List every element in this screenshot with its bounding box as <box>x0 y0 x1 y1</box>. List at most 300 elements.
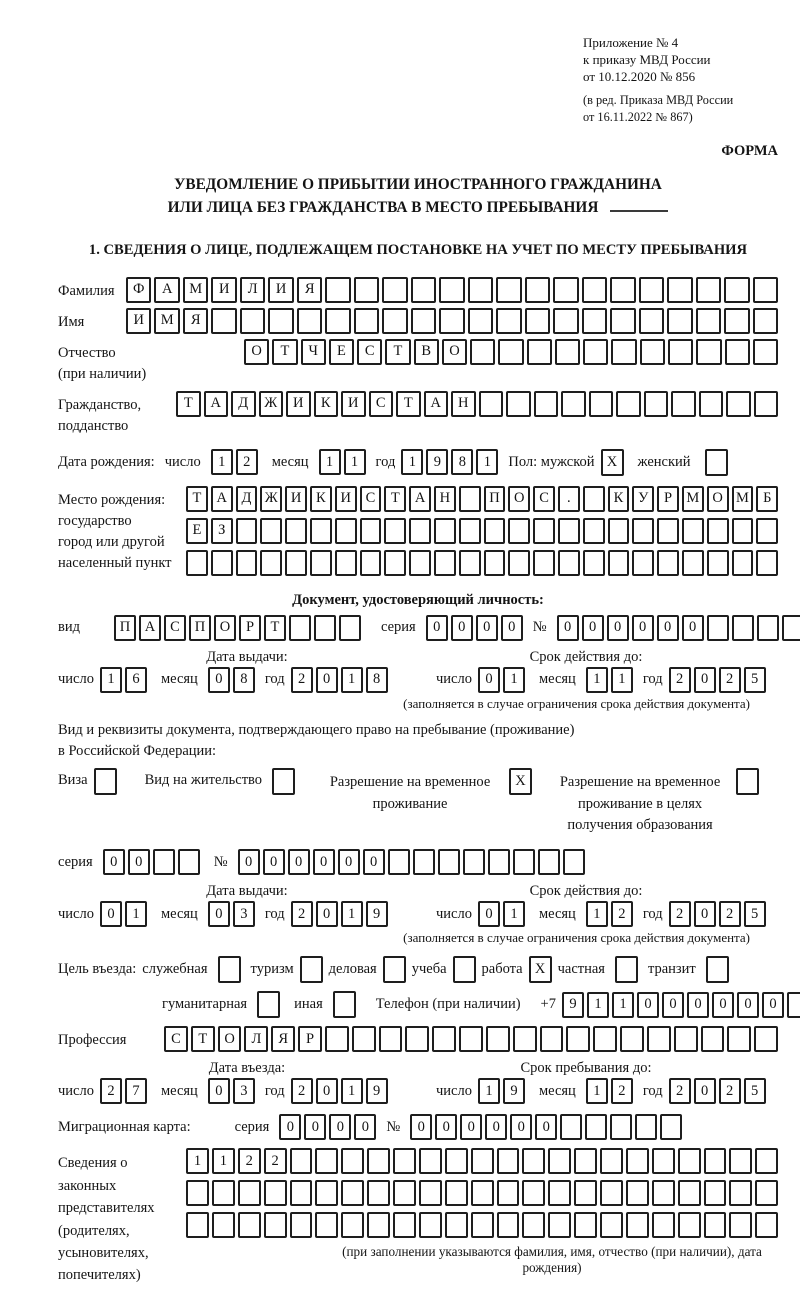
char-cell[interactable]: 0 <box>263 849 285 875</box>
char-cell[interactable] <box>382 277 407 303</box>
char-cell[interactable]: 0 <box>662 992 684 1018</box>
char-cell[interactable] <box>354 277 379 303</box>
char-cell[interactable] <box>755 1180 778 1206</box>
char-cell[interactable] <box>445 1148 468 1174</box>
char-cell[interactable]: 1 <box>503 667 525 693</box>
char-cell[interactable]: 2 <box>719 901 741 927</box>
char-cell[interactable] <box>566 1026 590 1052</box>
char-cell[interactable] <box>315 1180 338 1206</box>
char-cell[interactable]: 0 <box>313 849 335 875</box>
char-cell[interactable]: 0 <box>316 1078 338 1104</box>
char-cell[interactable] <box>186 1212 209 1238</box>
char-cell[interactable] <box>413 849 435 875</box>
char-cell[interactable]: 0 <box>582 615 604 641</box>
char-cell[interactable] <box>419 1180 442 1206</box>
char-cell[interactable] <box>379 1026 403 1052</box>
char-cell[interactable] <box>704 1180 727 1206</box>
char-cell[interactable] <box>260 550 282 576</box>
char-cell[interactable] <box>583 486 605 512</box>
char-cell[interactable]: 3 <box>233 1078 255 1104</box>
char-cell[interactable] <box>315 1212 338 1238</box>
char-cell[interactable] <box>736 768 759 795</box>
char-cell[interactable] <box>696 308 721 334</box>
char-cell[interactable] <box>574 1212 597 1238</box>
char-cell[interactable] <box>470 339 495 365</box>
char-cell[interactable]: Я <box>271 1026 295 1052</box>
char-cell[interactable] <box>468 308 493 334</box>
char-cell[interactable]: 0 <box>478 667 500 693</box>
char-cell[interactable] <box>94 768 117 795</box>
char-cell[interactable]: И <box>286 391 311 417</box>
char-cell[interactable] <box>438 849 460 875</box>
char-cell[interactable] <box>729 1180 752 1206</box>
char-cell[interactable] <box>558 550 580 576</box>
char-cell[interactable] <box>300 956 323 983</box>
char-cell[interactable]: З <box>211 518 233 544</box>
char-cell[interactable]: 0 <box>607 615 629 641</box>
char-cell[interactable]: Е <box>329 339 354 365</box>
char-cell[interactable]: О <box>707 486 729 512</box>
char-cell[interactable] <box>555 339 580 365</box>
char-cell[interactable] <box>652 1148 675 1174</box>
char-cell[interactable]: Я <box>183 308 208 334</box>
char-cell[interactable] <box>674 1026 698 1052</box>
char-cell[interactable] <box>608 550 630 576</box>
char-cell[interactable] <box>548 1180 571 1206</box>
char-cell[interactable]: И <box>285 486 307 512</box>
char-cell[interactable]: Н <box>451 391 476 417</box>
char-cell[interactable] <box>754 1026 778 1052</box>
char-cell[interactable] <box>484 518 506 544</box>
char-cell[interactable]: 2 <box>100 1078 122 1104</box>
char-cell[interactable]: X <box>509 768 532 795</box>
char-cell[interactable] <box>445 1180 468 1206</box>
char-cell[interactable] <box>560 1114 582 1140</box>
char-cell[interactable] <box>593 1026 617 1052</box>
char-cell[interactable] <box>647 1026 671 1052</box>
char-cell[interactable]: Т <box>264 615 286 641</box>
char-cell[interactable] <box>459 518 481 544</box>
char-cell[interactable] <box>706 956 729 983</box>
char-cell[interactable] <box>558 518 580 544</box>
char-cell[interactable] <box>497 1212 520 1238</box>
char-cell[interactable]: И <box>268 277 293 303</box>
char-cell[interactable] <box>533 518 555 544</box>
char-cell[interactable] <box>333 991 356 1018</box>
char-cell[interactable] <box>701 1026 725 1052</box>
char-cell[interactable]: 0 <box>694 667 716 693</box>
char-cell[interactable]: 1 <box>476 449 498 475</box>
char-cell[interactable]: Ж <box>259 391 284 417</box>
char-cell[interactable]: 0 <box>354 1114 376 1140</box>
char-cell[interactable] <box>471 1212 494 1238</box>
char-cell[interactable]: 5 <box>744 901 766 927</box>
char-cell[interactable]: 0 <box>316 901 338 927</box>
char-cell[interactable] <box>696 277 721 303</box>
char-cell[interactable]: 1 <box>341 1078 363 1104</box>
char-cell[interactable] <box>238 1212 261 1238</box>
char-cell[interactable] <box>615 956 638 983</box>
char-cell[interactable] <box>439 308 464 334</box>
char-cell[interactable]: 0 <box>682 615 704 641</box>
char-cell[interactable]: 0 <box>410 1114 432 1140</box>
char-cell[interactable] <box>705 449 728 476</box>
char-cell[interactable] <box>600 1180 623 1206</box>
char-cell[interactable] <box>468 277 493 303</box>
char-cell[interactable] <box>753 277 778 303</box>
char-cell[interactable] <box>548 1212 571 1238</box>
char-cell[interactable] <box>506 391 531 417</box>
char-cell[interactable] <box>367 1212 390 1238</box>
char-cell[interactable] <box>640 339 665 365</box>
char-cell[interactable]: X <box>601 449 624 476</box>
char-cell[interactable]: 0 <box>485 1114 507 1140</box>
char-cell[interactable]: Р <box>657 486 679 512</box>
char-cell[interactable]: 8 <box>233 667 255 693</box>
char-cell[interactable]: Р <box>239 615 261 641</box>
char-cell[interactable] <box>212 1180 235 1206</box>
char-cell[interactable]: Д <box>236 486 258 512</box>
char-cell[interactable] <box>290 1180 313 1206</box>
char-cell[interactable] <box>383 956 406 983</box>
char-cell[interactable] <box>335 518 357 544</box>
char-cell[interactable] <box>257 991 280 1018</box>
char-cell[interactable] <box>341 1180 364 1206</box>
char-cell[interactable]: 2 <box>669 667 691 693</box>
char-cell[interactable]: У <box>632 486 654 512</box>
char-cell[interactable] <box>553 277 578 303</box>
char-cell[interactable]: 0 <box>694 901 716 927</box>
char-cell[interactable] <box>589 391 614 417</box>
char-cell[interactable] <box>360 550 382 576</box>
char-cell[interactable]: О <box>508 486 530 512</box>
char-cell[interactable] <box>600 1212 623 1238</box>
char-cell[interactable] <box>755 1148 778 1174</box>
char-cell[interactable]: 7 <box>125 1078 147 1104</box>
char-cell[interactable] <box>212 1212 235 1238</box>
char-cell[interactable]: 2 <box>669 1078 691 1104</box>
char-cell[interactable] <box>600 1148 623 1174</box>
char-cell[interactable]: И <box>211 277 236 303</box>
char-cell[interactable]: С <box>164 615 186 641</box>
char-cell[interactable]: 0 <box>329 1114 351 1140</box>
char-cell[interactable] <box>561 391 586 417</box>
char-cell[interactable]: 2 <box>669 901 691 927</box>
char-cell[interactable]: 2 <box>291 667 313 693</box>
char-cell[interactable] <box>314 615 336 641</box>
char-cell[interactable] <box>297 308 322 334</box>
char-cell[interactable]: М <box>154 308 179 334</box>
char-cell[interactable]: 1 <box>341 901 363 927</box>
char-cell[interactable]: 1 <box>100 667 122 693</box>
char-cell[interactable] <box>632 550 654 576</box>
char-cell[interactable] <box>409 550 431 576</box>
char-cell[interactable] <box>488 849 510 875</box>
char-cell[interactable]: 2 <box>611 901 633 927</box>
char-cell[interactable] <box>522 1180 545 1206</box>
char-cell[interactable] <box>574 1148 597 1174</box>
char-cell[interactable] <box>611 339 636 365</box>
char-cell[interactable] <box>704 1212 727 1238</box>
char-cell[interactable]: 0 <box>510 1114 532 1140</box>
char-cell[interactable] <box>660 1114 682 1140</box>
char-cell[interactable]: О <box>214 615 236 641</box>
char-cell[interactable]: В <box>414 339 439 365</box>
char-cell[interactable]: 1 <box>586 667 608 693</box>
char-cell[interactable] <box>626 1180 649 1206</box>
char-cell[interactable]: С <box>369 391 394 417</box>
char-cell[interactable]: 0 <box>128 849 150 875</box>
char-cell[interactable] <box>367 1180 390 1206</box>
char-cell[interactable]: 2 <box>611 1078 633 1104</box>
char-cell[interactable]: 9 <box>366 901 388 927</box>
char-cell[interactable] <box>724 277 749 303</box>
char-cell[interactable] <box>699 391 724 417</box>
char-cell[interactable] <box>352 1026 376 1052</box>
char-cell[interactable] <box>388 849 410 875</box>
char-cell[interactable]: 1 <box>212 1148 235 1174</box>
char-cell[interactable] <box>496 277 521 303</box>
char-cell[interactable] <box>432 1026 456 1052</box>
char-cell[interactable] <box>533 550 555 576</box>
char-cell[interactable] <box>668 339 693 365</box>
char-cell[interactable]: К <box>310 486 332 512</box>
char-cell[interactable] <box>608 518 630 544</box>
char-cell[interactable] <box>755 1212 778 1238</box>
char-cell[interactable]: 0 <box>687 992 709 1018</box>
char-cell[interactable]: 0 <box>288 849 310 875</box>
char-cell[interactable] <box>459 1026 483 1052</box>
char-cell[interactable]: А <box>154 277 179 303</box>
char-cell[interactable]: X <box>529 956 552 983</box>
char-cell[interactable] <box>484 550 506 576</box>
char-cell[interactable] <box>727 1026 751 1052</box>
char-cell[interactable]: Л <box>240 277 265 303</box>
char-cell[interactable]: 5 <box>744 667 766 693</box>
char-cell[interactable]: К <box>608 486 630 512</box>
char-cell[interactable] <box>471 1148 494 1174</box>
char-cell[interactable] <box>754 391 779 417</box>
char-cell[interactable]: Д <box>231 391 256 417</box>
char-cell[interactable]: 0 <box>632 615 654 641</box>
char-cell[interactable] <box>405 1026 429 1052</box>
char-cell[interactable]: 0 <box>238 849 260 875</box>
char-cell[interactable] <box>626 1212 649 1238</box>
char-cell[interactable] <box>787 992 800 1018</box>
char-cell[interactable] <box>678 1212 701 1238</box>
char-cell[interactable]: Р <box>298 1026 322 1052</box>
char-cell[interactable] <box>756 550 778 576</box>
char-cell[interactable] <box>626 1148 649 1174</box>
char-cell[interactable]: К <box>314 391 339 417</box>
char-cell[interactable] <box>667 277 692 303</box>
char-cell[interactable]: 1 <box>586 901 608 927</box>
char-cell[interactable] <box>315 1148 338 1174</box>
char-cell[interactable]: 0 <box>657 615 679 641</box>
char-cell[interactable] <box>540 1026 564 1052</box>
char-cell[interactable] <box>459 550 481 576</box>
char-cell[interactable]: Т <box>186 486 208 512</box>
char-cell[interactable] <box>538 849 560 875</box>
char-cell[interactable] <box>393 1212 416 1238</box>
char-cell[interactable]: А <box>139 615 161 641</box>
char-cell[interactable]: 9 <box>562 992 584 1018</box>
char-cell[interactable]: 0 <box>501 615 523 641</box>
char-cell[interactable] <box>616 391 641 417</box>
char-cell[interactable]: 2 <box>291 901 313 927</box>
char-cell[interactable]: 8 <box>451 449 473 475</box>
char-cell[interactable] <box>525 308 550 334</box>
char-cell[interactable] <box>522 1212 545 1238</box>
char-cell[interactable] <box>341 1212 364 1238</box>
char-cell[interactable]: 2 <box>238 1148 261 1174</box>
char-cell[interactable]: Ж <box>260 486 282 512</box>
char-cell[interactable] <box>585 1114 607 1140</box>
char-cell[interactable] <box>726 391 751 417</box>
char-cell[interactable]: Т <box>384 486 406 512</box>
char-cell[interactable]: 0 <box>762 992 784 1018</box>
char-cell[interactable]: П <box>189 615 211 641</box>
char-cell[interactable]: 1 <box>319 449 341 475</box>
char-cell[interactable] <box>513 849 535 875</box>
char-cell[interactable] <box>610 1114 632 1140</box>
char-cell[interactable] <box>439 277 464 303</box>
char-cell[interactable] <box>563 849 585 875</box>
char-cell[interactable] <box>178 849 200 875</box>
char-cell[interactable] <box>382 308 407 334</box>
char-cell[interactable]: 0 <box>316 667 338 693</box>
char-cell[interactable] <box>285 550 307 576</box>
char-cell[interactable]: А <box>204 391 229 417</box>
char-cell[interactable] <box>753 308 778 334</box>
char-cell[interactable] <box>290 1148 313 1174</box>
char-cell[interactable]: 0 <box>557 615 579 641</box>
char-cell[interactable] <box>236 518 258 544</box>
char-cell[interactable]: 2 <box>719 667 741 693</box>
char-cell[interactable] <box>238 1180 261 1206</box>
char-cell[interactable] <box>682 550 704 576</box>
char-cell[interactable] <box>264 1212 287 1238</box>
char-cell[interactable] <box>639 277 664 303</box>
char-cell[interactable] <box>644 391 669 417</box>
char-cell[interactable]: 1 <box>503 901 525 927</box>
char-cell[interactable]: О <box>218 1026 242 1052</box>
char-cell[interactable]: О <box>244 339 269 365</box>
char-cell[interactable] <box>553 308 578 334</box>
char-cell[interactable]: 2 <box>264 1148 287 1174</box>
char-cell[interactable] <box>236 550 258 576</box>
char-cell[interactable] <box>582 277 607 303</box>
char-cell[interactable] <box>290 1212 313 1238</box>
char-cell[interactable] <box>678 1148 701 1174</box>
char-cell[interactable] <box>434 550 456 576</box>
char-cell[interactable] <box>729 1148 752 1174</box>
char-cell[interactable]: 0 <box>451 615 473 641</box>
char-cell[interactable] <box>610 308 635 334</box>
char-cell[interactable] <box>289 615 311 641</box>
char-cell[interactable] <box>186 550 208 576</box>
char-cell[interactable]: 0 <box>208 901 230 927</box>
char-cell[interactable] <box>445 1212 468 1238</box>
char-cell[interactable] <box>411 277 436 303</box>
char-cell[interactable] <box>704 1148 727 1174</box>
char-cell[interactable]: М <box>732 486 754 512</box>
char-cell[interactable] <box>620 1026 644 1052</box>
char-cell[interactable]: 1 <box>344 449 366 475</box>
char-cell[interactable] <box>732 550 754 576</box>
char-cell[interactable] <box>782 615 800 641</box>
char-cell[interactable] <box>360 518 382 544</box>
char-cell[interactable] <box>707 518 729 544</box>
char-cell[interactable] <box>419 1148 442 1174</box>
char-cell[interactable]: Т <box>191 1026 215 1052</box>
char-cell[interactable] <box>582 308 607 334</box>
char-cell[interactable]: А <box>211 486 233 512</box>
char-cell[interactable] <box>411 308 436 334</box>
char-cell[interactable] <box>724 308 749 334</box>
char-cell[interactable]: 1 <box>211 449 233 475</box>
char-cell[interactable] <box>574 1180 597 1206</box>
char-cell[interactable]: Т <box>176 391 201 417</box>
char-cell[interactable]: 0 <box>103 849 125 875</box>
char-cell[interactable]: 1 <box>478 1078 500 1104</box>
char-cell[interactable]: 0 <box>637 992 659 1018</box>
char-cell[interactable] <box>548 1148 571 1174</box>
char-cell[interactable] <box>753 339 778 365</box>
char-cell[interactable] <box>240 308 265 334</box>
char-cell[interactable] <box>639 308 664 334</box>
char-cell[interactable]: Е <box>186 518 208 544</box>
char-cell[interactable] <box>583 339 608 365</box>
char-cell[interactable]: 1 <box>611 667 633 693</box>
char-cell[interactable]: 0 <box>535 1114 557 1140</box>
char-cell[interactable] <box>497 1180 520 1206</box>
char-cell[interactable]: О <box>442 339 467 365</box>
char-cell[interactable]: 0 <box>478 901 500 927</box>
char-cell[interactable]: 2 <box>291 1078 313 1104</box>
char-cell[interactable] <box>367 1148 390 1174</box>
char-cell[interactable]: П <box>484 486 506 512</box>
char-cell[interactable]: Б <box>756 486 778 512</box>
title-blank-underline[interactable] <box>610 198 668 212</box>
char-cell[interactable] <box>310 518 332 544</box>
char-cell[interactable]: Я <box>297 277 322 303</box>
char-cell[interactable]: 0 <box>100 901 122 927</box>
char-cell[interactable]: Т <box>385 339 410 365</box>
char-cell[interactable]: С <box>360 486 382 512</box>
char-cell[interactable] <box>757 615 779 641</box>
char-cell[interactable] <box>696 339 721 365</box>
char-cell[interactable]: 0 <box>208 1078 230 1104</box>
char-cell[interactable] <box>453 956 476 983</box>
char-cell[interactable] <box>486 1026 510 1052</box>
char-cell[interactable] <box>610 277 635 303</box>
char-cell[interactable]: 2 <box>236 449 258 475</box>
char-cell[interactable] <box>671 391 696 417</box>
char-cell[interactable] <box>725 339 750 365</box>
char-cell[interactable] <box>583 518 605 544</box>
char-cell[interactable]: П <box>114 615 136 641</box>
char-cell[interactable]: Ф <box>126 277 151 303</box>
char-cell[interactable] <box>272 768 295 795</box>
char-cell[interactable]: 1 <box>186 1148 209 1174</box>
char-cell[interactable]: Т <box>396 391 421 417</box>
char-cell[interactable] <box>409 518 431 544</box>
char-cell[interactable]: А <box>424 391 449 417</box>
char-cell[interactable]: 0 <box>426 615 448 641</box>
char-cell[interactable] <box>211 308 236 334</box>
char-cell[interactable] <box>325 308 350 334</box>
